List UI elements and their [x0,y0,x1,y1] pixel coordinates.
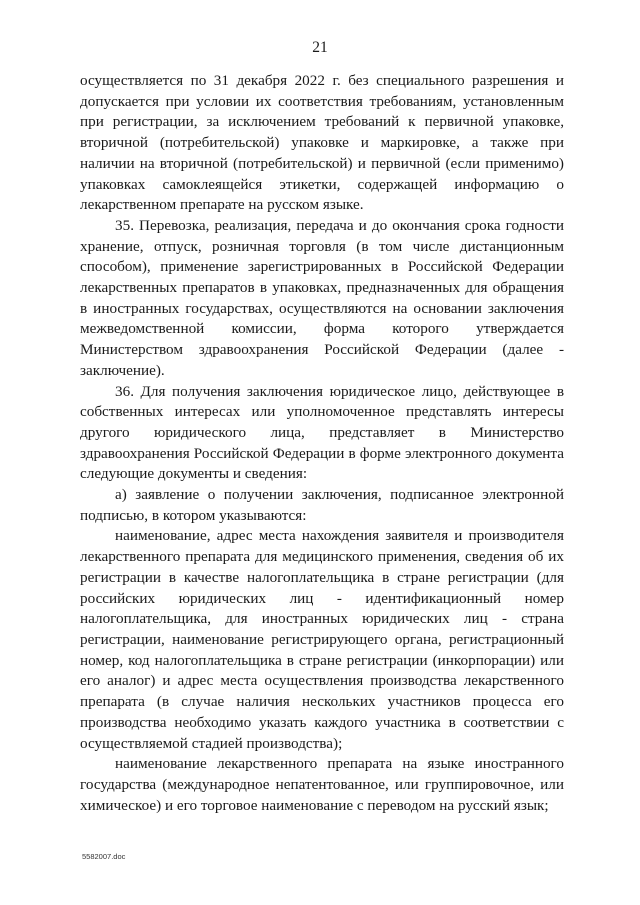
paragraph-drug-name: наименование лекарственного препарата на языке иностранного государства (международное непатентованное, или группировочное, или химическое) и его торговое наименование с переводом на русский язык; [80,755,564,814]
paragraph-applicant-details: наименование, адрес места нахождения заявителя и производителя лекарственного препарата для медицинского применения, сведения об их регистрации в качестве налогоплательщика в стране регистрации (для российских юридических лиц - идентификационный номер налогоплательщика, для иностранных юридических лиц - страна регистрации, наименование регистрирующего органа, регистрационный номер, код налогоплательщика в стране регистрации (инкорпорации) или его аналог) и адрес места осуществления производства лекарственного препарата (в случае наличия нескольких участников процесса его производства необходимо указать каждого участника в соответствии с осуществляемой стадией производства); [80,527,564,752]
page-number: 21 [312,39,328,56]
footer-file-name: 5582007.doc [82,852,126,861]
paragraph-35: 35. Перевозка, реализация, передача и до окончания срока годности хранение, отпуск, розничная торговля (в том числе дистанционным способом), применение зарегистрированных в Российской Федерации лекарственных препаратов в упаковках, предназначенных для обращения в иностранных государствах, осуществляются на основании заключения межведомственной комиссии, форма которого утверждается Министерством здравоохранения Российской Федерации (далее - заключение). [80,216,564,379]
document-body [80,71,564,816]
paragraph-36: 36. Для получения заключения юридическое лицо, действующее в собственных интересах или уполномоченное представлять интересы другого юридического лица, представляет в Министерство здравоохранения Российской Федерации в форме электронного документа следующие документы и сведения: [80,382,564,483]
paragraph-continuation: осуществляется по 31 декабря 2022 г. без специального разрешения и допускается при условии их соответствия требованиям, установленным при регистрации, за исключением требований к первичной упаковке, вторичной (потребительской) упаковке и маркировке, а также при наличии на вторичной (потребительской) и первичной (если применимо) упаковках самоклеящейся этикетки, содержащей информацию о лекарственном препарате на русском языке. [80,72,564,214]
paragraph-36-a: а) заявление о получении заключения, подписанное электронной подписью, в котором указываются: [80,486,564,524]
